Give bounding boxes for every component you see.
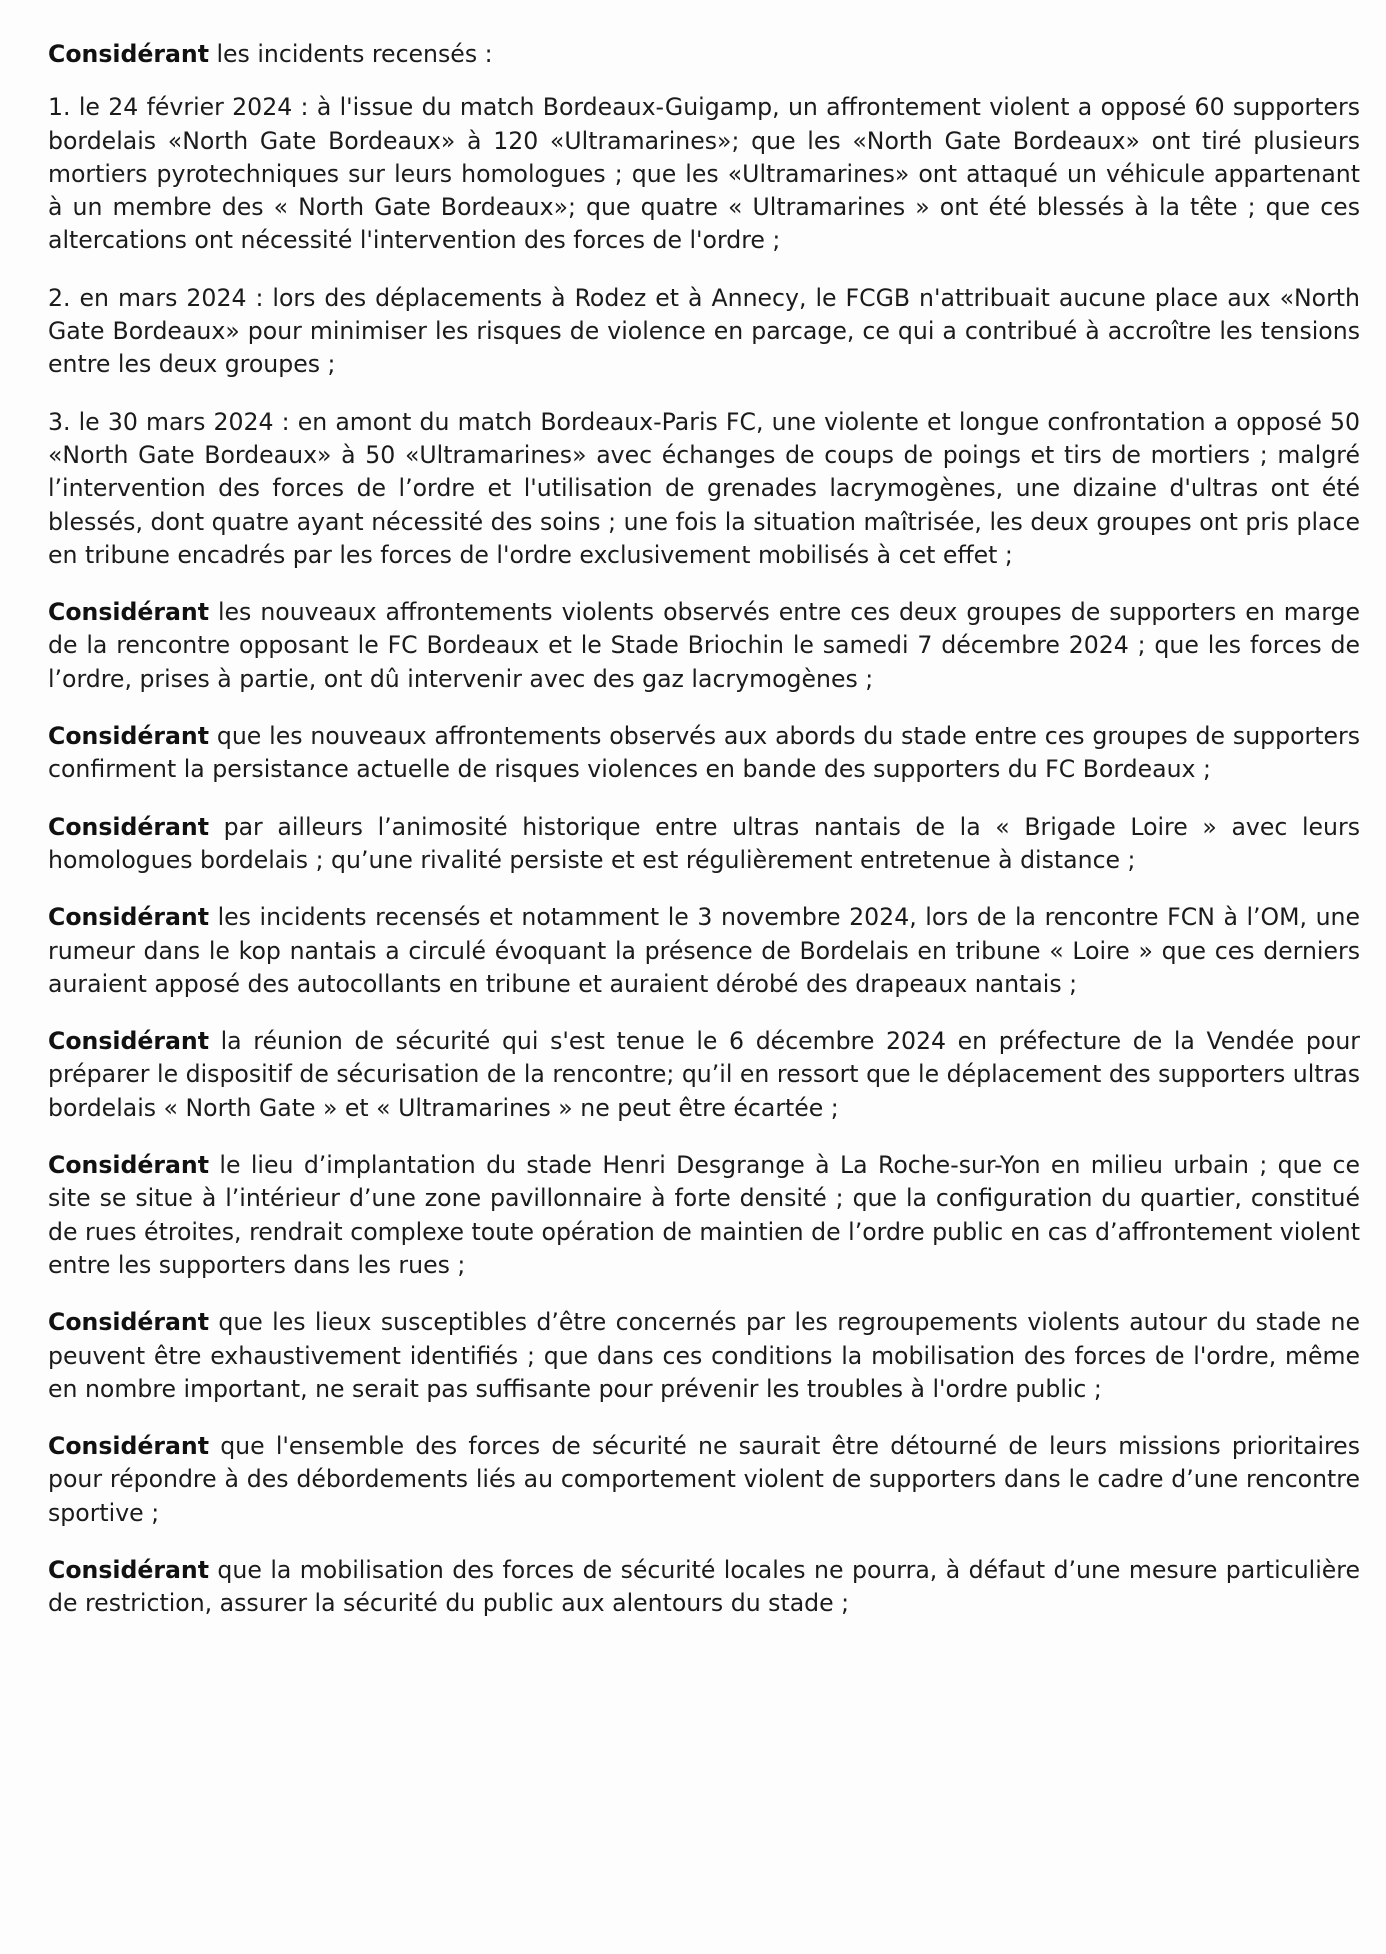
paragraph-intro — [48, 38, 1360, 71]
paragraph-considerant — [48, 901, 1360, 1001]
paragraph-text: que l'ensemble des forces de sécurité ne saurait être détourné de leurs missions prioritaires pour répondre à des débordements liés au comportement violent de supporters dans le cadre d’une rencontre sportive ; — [48, 1432, 1360, 1527]
paragraph-text: 2. en mars 2024 : lors des déplacements à Rodez et à Annecy, le FCGB n'attribuait aucune place aux «North Gate Bordeaux» pour minimiser les risques de violence en parcage, ce qui a contribué à accroître les tensions entre les deux groupes ; — [48, 283, 1360, 379]
paragraph-considerant — [48, 811, 1360, 878]
paragraph-text: le lieu d’implantation du stade Henri Desgrange à La Roche-sur-Yon en milieu urbain ; que ce site se situe à l’intérieur d’une zone pavillonnaire à forte densité ; que la configuration du quartier, constitué de rues étroites, rendrait complexe toute opération de maintien de l’ordre public en cas d’affrontement violent entre les supporters dans les rues ; — [48, 1151, 1360, 1279]
keyword-considerant: Considérant — [48, 812, 209, 841]
paragraph-considerant — [48, 1554, 1360, 1621]
paragraph-text: les nouveaux affrontements violents observés entre ces deux groupes de supporters en marge de la rencontre opposant le FC Bordeaux et le Stade Briochin le samedi 7 décembre 2024 ; que les forces de l’ordre, prises à partie, ont dû intervenir avec des gaz lacrymogènes ; — [48, 598, 1360, 693]
paragraph-text: les incidents recensés : — [208, 40, 493, 68]
paragraph-considerant — [48, 1025, 1360, 1125]
paragraph-text: par ailleurs l’animosité historique entre ultras nantais de la « Brigade Loire » avec leurs homologues bordelais ; qu’une rivalité persiste et est régulièrement entretenue à distance ; — [48, 812, 1360, 874]
keyword-considerant: Considérant — [48, 40, 209, 68]
paragraph-text: 3. le 30 mars 2024 : en amont du match Bordeaux-Paris FC, une violente et longue confrontation a opposé 50 «North Gate Bordeaux» à 50 «Ultramarines» avec échanges de coups de poings et tirs de mortiers ; malgré l’intervention des forces de l’ordre et l'utilisation de grenades lacrymogènes, une dizaine d'ultras ont été blessés, dont quatre ayant nécessité des soins ; une fois la situation maîtrisée, les deux groupes ont pris place en tribune encadrés par les forces de l'ordre exclusivement mobilisés à cet effet ; — [48, 407, 1360, 569]
keyword-considerant: Considérant — [48, 1151, 209, 1180]
keyword-considerant: Considérant — [48, 722, 209, 751]
keyword-considerant: Considérant — [48, 903, 209, 932]
paragraph-text: la réunion de sécurité qui s'est tenue le 6 décembre 2024 en préfecture de la Vendée pour préparer le dispositif de sécurisation de la rencontre; qu’il en ressort que le déplacement des supporters ultras bordelais « North Gate » et « Ultramarines » ne peut être écartée ; — [48, 1027, 1360, 1122]
paragraph-incident-2 — [48, 282, 1360, 382]
keyword-considerant: Considérant — [48, 1432, 209, 1461]
paragraph-text: que les nouveaux affrontements observés aux abords du stade entre ces groupes de supporters confirment la persistance actuelle de risques violences en bande des supporters du FC Bordeaux ; — [48, 722, 1360, 784]
paragraph-text: que la mobilisation des forces de sécurité locales ne pourra, à défaut d’une mesure particulière de restriction, assurer la sécurité du public aux alentours du stade ; — [48, 1555, 1360, 1618]
paragraph-considerant — [48, 720, 1360, 787]
paragraph-incident-3 — [48, 406, 1360, 572]
keyword-considerant: Considérant — [48, 1308, 209, 1337]
paragraph-considerant — [48, 1430, 1360, 1530]
document-body — [48, 38, 1360, 1645]
paragraph-incident-1 — [48, 91, 1360, 257]
paragraph-text: les incidents recensés et notamment le 3 novembre 2024, lors de la rencontre FCN à l’OM, une rumeur dans le kop nantais a circulé évoquant la présence de Bordelais en tribune « Loire » que ces derniers auraient apposé des autocollants en tribune et auraient dérobé des drapeaux nantais ; — [48, 903, 1360, 998]
paragraph-considerant — [48, 1149, 1360, 1282]
paragraph-text: 1. le 24 février 2024 : à l'issue du match Bordeaux-Guigamp, un affrontement violent a opposé 60 supporters bordelais «North Gate Bordeaux» à 120 «Ultramarines»; que les «North Gate Bordeaux» ont tiré plusieurs mortiers pyrotechniques sur leurs homologues ; que les «Ultramarines» ont attaqué un véhicule appartenant à un membre des « North Gate Bordeaux»; que quatre « Ultramarines » ont été blessés à la tête ; que ces altercations ont nécessité l'intervention des forces de l'ordre ; — [48, 93, 1360, 255]
paragraph-considerant — [48, 1306, 1360, 1406]
keyword-considerant: Considérant — [48, 1555, 209, 1584]
keyword-considerant: Considérant — [48, 1027, 209, 1056]
keyword-considerant: Considérant — [48, 598, 209, 627]
paragraph-text: que les lieux susceptibles d’être concernés par les regroupements violents autour du stade ne peuvent être exhaustivement identifiés ; que dans ces conditions la mobilisation des forces de l'ordre, même en nombre important, ne serait pas suffisante pour prévenir les troubles à l'ordre public ; — [48, 1308, 1360, 1403]
paragraph-considerant — [48, 596, 1360, 696]
